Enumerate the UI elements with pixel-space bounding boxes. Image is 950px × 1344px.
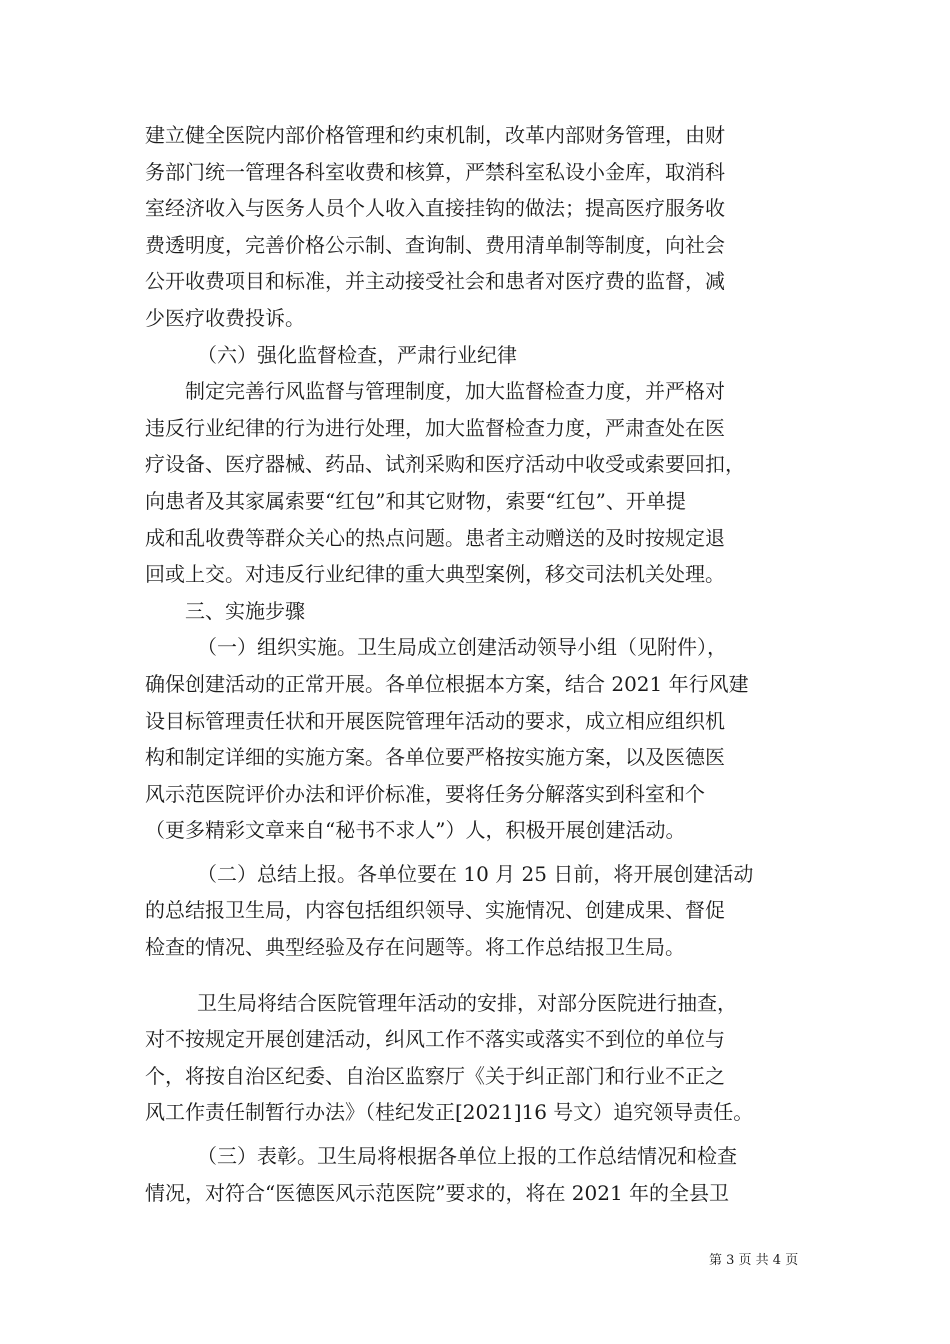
text-line: 公开收费项目和标准，并主动接受社会和患者对医疗费的监督，减	[145, 269, 725, 294]
paragraph-commendation	[145, 1138, 810, 1211]
text-line: 建立健全医院内部价格管理和约束机制，改革内部财务管理，由财	[145, 123, 725, 147]
text-line: 风示范医院评价办法和评价标准，要将任务分解落实到科室和个	[145, 781, 705, 806]
text-line: 的总结报卫生局，内容包括组织领导、实施情况、创建成果、督促	[145, 898, 725, 923]
text-line: 疗设备、医疗器械、药品、试剂采购和医疗活动中收受或索要回扣，	[145, 452, 745, 477]
text-line: （三）表彰。卫生局将根据各单位上报的工作总结情况和检查	[197, 1144, 737, 1169]
text-line: 少医疗收费投诉。	[145, 305, 305, 330]
page-number: 第 3 页 共 4 页	[709, 1253, 799, 1268]
text-line: 检查的情况、典型经验及存在问题等。将工作总结报卫生局。	[145, 935, 685, 960]
text-line: 风工作责任制暂行办法》（桂纪发正[2021]16 号文）追究领导责任。	[145, 1100, 754, 1125]
text-line: 卫生局将结合医院管理年活动的安排，对部分医院进行抽查，	[197, 990, 737, 1015]
paragraph-supervision	[145, 373, 810, 593]
text-line: 室经济收入与医务人员个人收入直接挂钩的做法；提高医疗服务收	[145, 196, 725, 221]
document-body	[145, 117, 810, 1211]
text-line: 个，将按自治区纪委、自治区监察厅《关于纠正部门和行业不正之	[145, 1063, 725, 1088]
text-line: 情况，对符合“医德医风示范医院”要求的，将在 2021 年的全县卫	[145, 1180, 730, 1205]
paragraph-inspection	[145, 985, 810, 1131]
text-line: （一）组织实施。卫生局成立创建活动领导小组（见附件），	[197, 635, 727, 660]
text-line: 务部门统一管理各科室收费和核算，严禁科室私设小金库，取消科	[145, 159, 725, 184]
text-line: 制定完善行风监督与管理制度，加大监督检查力度，并严格对	[185, 379, 725, 404]
section-heading-steps	[145, 593, 810, 630]
text-line: 费透明度，完善价格公示制、查询制、费用清单制等制度，向社会	[145, 232, 725, 257]
paragraph-price-management	[145, 117, 810, 337]
text-line: 确保创建活动的正常开展。各单位根据本方案，结合 2021 年行风建	[145, 671, 749, 696]
text-line: 回或上交。对违反行业纪律的重大典型案例，移交司法机关处理。	[145, 562, 725, 587]
text-line: 向患者及其家属索要“红包”和其它财物，索要“红包”、开单提	[145, 488, 686, 513]
section-heading-supervision	[145, 337, 810, 374]
text-line: （更多精彩文章来自“秘书不求人”）人，积极开展创建活动。	[145, 818, 686, 843]
text-line: （二）总结上报。各单位要在 10 月 25 日前，将开展创建活动	[197, 861, 754, 886]
text-line: 三、实施步骤	[185, 598, 305, 623]
paragraph-summary-report	[145, 856, 810, 966]
text-line: 构和制定详细的实施方案。各单位要严格按实施方案，以及医德医	[145, 745, 725, 770]
text-line: 成和乱收费等群众关心的热点问题。患者主动赠送的及时按规定退	[145, 525, 725, 550]
text-line: 违反行业纪律的行为进行处理，加大监督检查力度，严肃查处在医	[145, 415, 725, 440]
text-line: （六）强化监督检查，严肃行业纪律	[197, 342, 517, 367]
text-line: 对不按规定开展创建活动，纠风工作不落实或落实不到位的单位与	[145, 1027, 725, 1052]
paragraph-organization	[145, 629, 810, 849]
text-line: 设目标管理责任状和开展医院管理年活动的要求，成立相应组织机	[145, 708, 725, 733]
